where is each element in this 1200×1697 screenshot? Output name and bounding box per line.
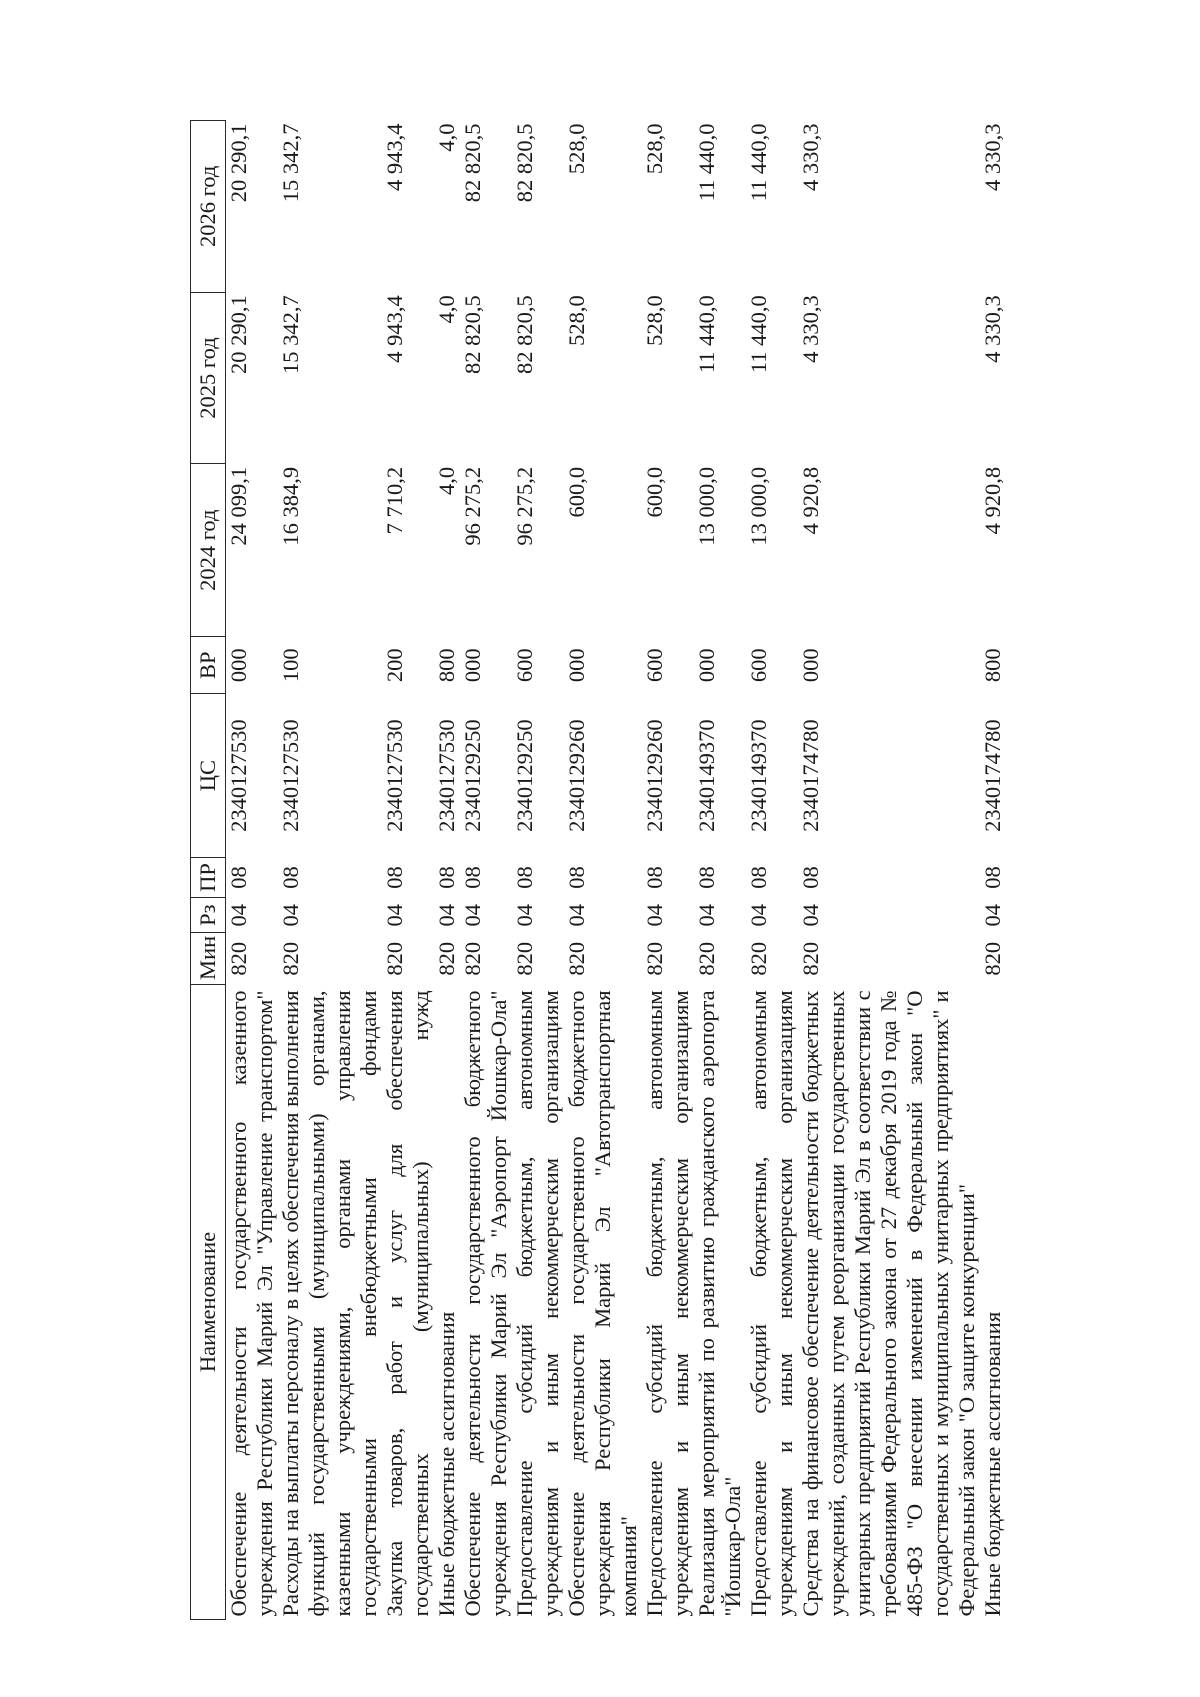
row-2026: 4 330,3 [980,123,1005,191]
row-cs: 2340129260 [642,719,667,832]
row-pr: 08 [382,866,407,889]
row-name: Реализация мероприятий по развитию гражданского аэропорта "Йошкар-Ола" [694,990,745,1617]
table-row [746,121,798,1620]
row-name: Средства на финансовое обеспечение деятельности бюджетных учреждений, созданных путем реорганизации государственных унитарных предприятий Республики Марий Эл в соответствии с требованиями Федерального закона от 27 декабря 2019 года № 485-ФЗ "О внесении изменений в Федеральный закон "О государственных и муниципальных унитарных предприятиях" и Федеральный закон "О защите конкуренции" [798,990,979,1617]
row-2024: 13 000,0 [746,466,771,546]
row-2026: 15 342,7 [278,123,303,203]
row-pr: 08 [564,866,589,889]
header-cs: ЦС [191,694,226,858]
row-2024: 4 920,8 [980,466,1005,535]
row-2026: 4 943,4 [382,123,407,191]
row-2025: 4 330,3 [798,295,823,363]
row-vr: 600 [642,648,667,683]
row-vr: 600 [746,648,771,683]
row-min: 820 [434,941,459,976]
row-vr: 000 [798,648,823,683]
row-rz: 04 [642,903,667,927]
row-cs: 2340129250 [460,719,485,832]
row-name: Предоставление субсидий бюджетным, автономным учреждениям и иным некоммерческим организациям [642,990,693,1617]
row-2024: 600,0 [564,466,589,518]
row-2026: 528,0 [564,123,589,175]
table-row [980,121,1006,1620]
row-2024: 600,0 [642,466,667,518]
row-vr: 800 [980,648,1005,683]
row-2025: 82 820,5 [460,295,485,374]
row-2025: 528,0 [564,295,589,346]
row-2025: 82 820,5 [512,295,537,374]
row-2026: 20 290,1 [226,123,251,203]
row-min: 820 [746,941,771,976]
row-2026: 11 440,0 [746,123,771,202]
row-2024: 96 275,2 [512,466,537,546]
header-pr: ПР [191,857,226,897]
row-min: 820 [512,941,537,976]
row-2025: 528,0 [642,295,667,346]
row-2024: 24 099,1 [226,466,251,546]
row-cs: 2340174780 [798,719,823,832]
row-min: 820 [694,941,719,976]
header-2024: 2024 год [191,464,226,637]
row-pr: 08 [980,866,1005,889]
header-name: Наименование [191,984,226,1619]
row-min: 820 [460,941,485,976]
header-2025: 2025 год [191,292,226,464]
row-vr: 000 [564,648,589,683]
budget-table [190,120,1006,1620]
table-row [226,121,279,1620]
row-name: Иные бюджетные ассигнования [434,1311,459,1617]
row-vr: 800 [434,648,459,683]
row-vr: 000 [694,648,719,683]
header-vr: ВР [191,637,226,694]
row-rz: 04 [226,903,251,927]
row-2025: 11 440,0 [694,295,719,374]
header-2026: 2026 год [191,121,226,293]
row-vr: 100 [278,648,303,683]
row-pr: 08 [746,866,771,889]
row-cs: 2340174780 [980,719,1005,832]
row-min: 820 [980,941,1005,976]
row-2024: 7 710,2 [382,466,407,535]
row-cs: 2340149370 [694,719,719,832]
row-vr: 000 [226,648,251,683]
row-pr: 08 [512,866,537,889]
row-cs: 2340127530 [226,719,251,832]
row-name: Иные бюджетные ассигнования [980,1311,1005,1617]
table-row [694,121,746,1620]
table-row [512,121,564,1620]
row-rz: 04 [278,903,303,927]
row-2025: 11 440,0 [746,295,771,374]
row-name: Предоставление субсидий бюджетным, автономным учреждениям и иным некоммерческим организациям [512,990,563,1617]
row-pr: 08 [278,866,303,889]
row-vr: 200 [382,648,407,683]
row-name: Закупка товаров, работ и услуг для обеспечения государственных (муниципальных) нужд [382,990,433,1617]
row-rz: 04 [798,903,823,927]
row-2026: 82 820,5 [460,123,485,203]
row-cs: 2340127530 [382,719,407,832]
row-2024: 96 275,2 [460,466,485,546]
row-name: Расходы на выплаты персоналу в целях обеспечения выполнения функций государственными (муниципальными) органами, казенными учреждениями, органами управления государственными внебюджетными фондами [278,990,381,1617]
row-2024: 16 384,9 [278,466,303,546]
row-2025: 4,0 [434,295,459,324]
row-2025: 20 290,1 [226,295,251,374]
row-min: 820 [642,941,667,976]
row-rz: 04 [460,903,485,927]
table-row [564,121,642,1620]
row-vr: 600 [512,648,537,683]
row-pr: 08 [798,866,823,889]
row-rz: 04 [434,903,459,927]
row-rz: 04 [382,903,407,927]
row-pr: 08 [460,866,485,889]
row-2026: 4 330,3 [798,123,823,191]
row-2024: 13 000,0 [694,466,719,546]
row-rz: 04 [980,903,1005,927]
row-min: 820 [382,941,407,976]
table-row [278,121,382,1620]
table-row [642,121,694,1620]
table-row [798,121,980,1620]
row-pr: 08 [694,866,719,889]
row-cs: 2340129250 [512,719,537,832]
row-cs: 2340127530 [434,719,459,832]
row-2026: 82 820,5 [512,123,537,203]
row-2026: 528,0 [642,123,667,175]
row-min: 820 [798,941,823,976]
row-2024: 4 920,8 [798,466,823,535]
table-row [382,121,434,1620]
row-rz: 04 [694,903,719,927]
table-header-row [191,121,226,1620]
header-rz: Рз [191,897,226,932]
row-2026: 11 440,0 [694,123,719,202]
row-vr: 000 [460,648,485,683]
row-2024: 4,0 [434,466,459,495]
row-rz: 04 [564,903,589,927]
row-2025: 15 342,7 [278,295,303,374]
row-min: 820 [226,941,251,976]
row-name: Предоставление субсидий бюджетным, автономным учреждениям и иным некоммерческим организациям [746,990,797,1617]
row-name: Обеспечение деятельности государственного бюджетного учреждения Республики Марий Эл "Аэропорт Йошкар-Ола" [460,990,511,1617]
table-row [460,121,512,1620]
row-cs: 2340129260 [564,719,589,832]
row-2026: 4,0 [434,123,459,152]
row-rz: 04 [746,903,771,927]
row-name: Обеспечение деятельности государственного казенного учреждения Республики Марий Эл "Управление транспортом" [226,990,277,1617]
row-2025: 4 330,3 [980,295,1005,363]
row-rz: 04 [512,903,537,927]
row-pr: 08 [226,866,251,889]
row-min: 820 [278,941,303,976]
table-row [434,121,460,1620]
row-cs: 2340127530 [278,719,303,832]
rotated-content [190,120,1005,1620]
row-pr: 08 [434,866,459,889]
row-cs: 2340149370 [746,719,771,832]
row-2025: 4 943,4 [382,295,407,363]
row-pr: 08 [642,866,667,889]
row-min: 820 [564,941,589,976]
row-name: Обеспечение деятельности государственного бюджетного учреждения Республики Марий Эл "Автотранспортная компания" [564,990,641,1617]
header-min: Мин [191,933,226,984]
